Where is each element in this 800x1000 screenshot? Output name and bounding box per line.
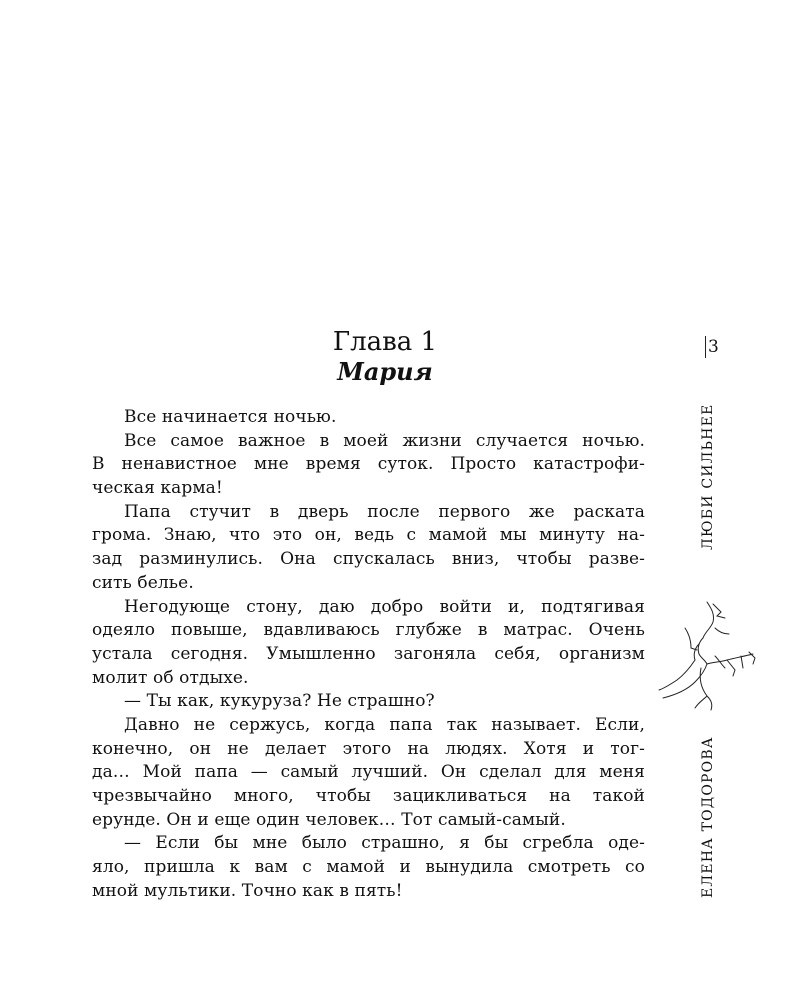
body-text	[92, 406, 645, 903]
page-number: 3	[708, 337, 719, 357]
text-line: одеяло повыше, вдавливаюсь глубже в матрас. Очень	[92, 620, 645, 641]
page-number-rule	[705, 336, 706, 358]
text-line: чрезвычайно много, чтобы зацикливаться на такой	[92, 786, 645, 806]
chapter-subtitle: Мария	[337, 357, 433, 386]
text-line: мной мультики. Точно как в пять!	[92, 880, 403, 901]
text-line: Негодующе стону, даю добро войти и, подтягивая	[124, 596, 645, 617]
text-line: ерунде. Он и еще один человек… Тот самый-самый.	[92, 809, 566, 830]
text-line: В ненавистное мне время суток. Просто катастрофи-	[92, 454, 645, 475]
text-line: Давно не сержусь, когда папа так называет. Если,	[124, 714, 645, 735]
text-line: устала сегодня. Умышленно загоняла себя, организм	[92, 643, 645, 664]
text-line: грома. Знаю, что это он, ведь с мамой мы минуту на-	[92, 525, 645, 546]
text-line: молит об отдыхе.	[92, 667, 249, 688]
text-line: Все начинается ночью.	[124, 407, 337, 427]
text-line: сить белье.	[92, 572, 194, 593]
chapter-title: Глава 1	[332, 327, 438, 357]
running-head-author: ЕЛЕНА ТОДОРОВА	[700, 736, 716, 898]
text-line: ческая карма!	[92, 478, 223, 499]
text-line: конечно, он не делает этого на людях. Хотя и тог-	[92, 738, 645, 759]
text-line: зад разминулись. Она спускалась вниз, чтобы разве-	[92, 549, 645, 570]
text-line: Все самое важное в моей жизни случается ночью.	[124, 430, 645, 451]
text-line: Папа стучит в дверь после первого же раската	[124, 501, 645, 522]
text-line: — Если бы мне было страшно, я бы сгребла оде-	[124, 833, 645, 854]
text-line: да… Мой папа — самый лучший. Он сделал для меня	[92, 762, 645, 783]
running-head-book-title: ЛЮБИ СИЛЬНЕЕ	[700, 403, 716, 550]
text-line: яло, пришла к вам с мамой и вынудила смотреть со	[92, 857, 645, 878]
text-line: — Ты как, кукуруза? Не страшно?	[124, 691, 435, 712]
face-sketch-illustration	[655, 598, 765, 720]
